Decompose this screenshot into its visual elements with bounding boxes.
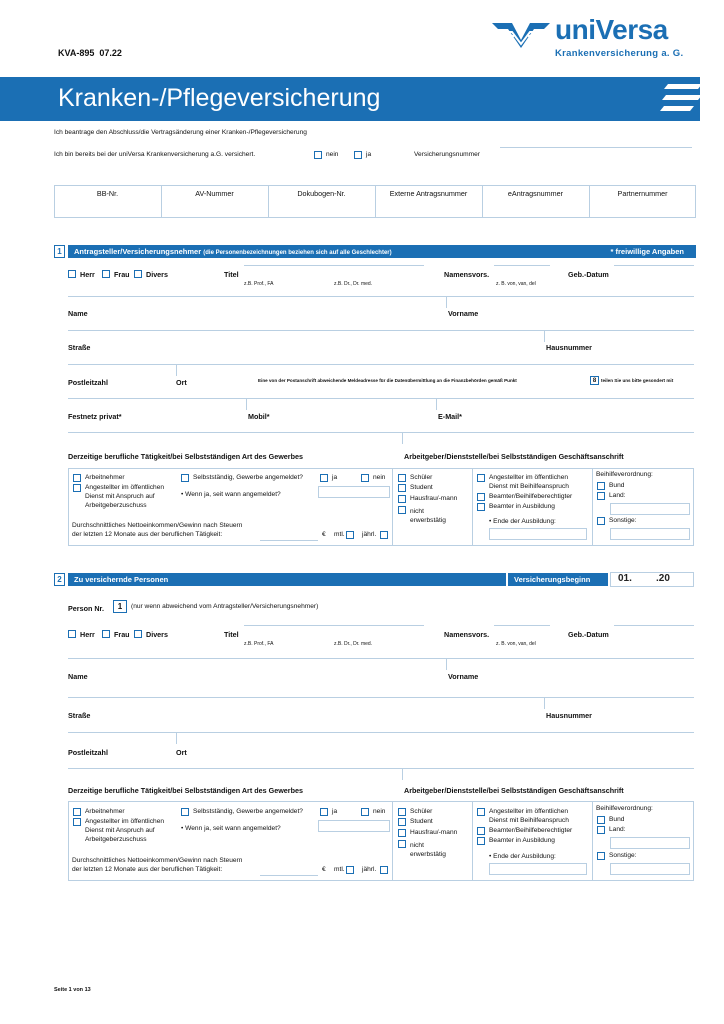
p2-strasse-input[interactable] <box>68 697 694 698</box>
job-line-input[interactable] <box>68 432 694 433</box>
p2-land-checkbox[interactable] <box>597 826 605 834</box>
currency-label: € <box>322 531 326 538</box>
mobil-label: Mobil* <box>248 412 270 421</box>
p2-ort-label: Ort <box>176 748 187 757</box>
p2-angestellter-checkbox[interactable] <box>73 818 81 826</box>
p2-beihilfeverordnung-label: Beihilfeverordnung: <box>596 805 653 812</box>
divers-label: Divers <box>146 270 168 279</box>
herr-label: Herr <box>80 270 95 279</box>
p2-student-checkbox[interactable] <box>398 818 406 826</box>
insured-no-label: nein <box>326 151 339 158</box>
titel-hint1: z.B. Prof., FA <box>244 281 274 287</box>
p2-plz-label: Postleitzahl <box>68 748 108 757</box>
p2-selbst-ja-checkbox[interactable] <box>320 808 328 816</box>
nicht-label1: nicht <box>410 508 424 515</box>
p2-selbst-nein-checkbox[interactable] <box>361 808 369 816</box>
p2-titel-hint1: z.B. Prof., FA <box>244 641 274 647</box>
vorname-label: Vorname <box>448 309 479 318</box>
form-code: KVA-895 07.22 <box>58 48 122 58</box>
begin-year: .20 <box>656 573 670 584</box>
p2-arbeitnehmer-checkbox[interactable] <box>73 808 81 816</box>
angestellter-checkbox[interactable] <box>73 484 81 492</box>
p2-ende-label: • Ende der Ausbildung: <box>489 853 556 860</box>
p2-bund-label: Bund <box>609 816 625 823</box>
p2-titel-label: Titel <box>224 630 239 639</box>
land-checkbox[interactable] <box>597 492 605 500</box>
p2-selbst-checkbox[interactable] <box>181 808 189 816</box>
job-heading-left: Derzeitige berufliche Tätigkeit/bei Selbstständigen Art des Gewerbes <box>68 452 303 461</box>
nicht-label2: erwerbstätig <box>410 517 446 524</box>
section2-title: Zu versichernde Personen <box>74 575 169 584</box>
nicht-checkbox[interactable] <box>398 506 406 514</box>
job-heading-right: Arbeitgeber/Dienststelle/bei Selbstständigen Geschäftsanschrift <box>404 452 624 461</box>
p2-beihilfe-ang-label2: Dienst mit Beihilfeanspruch <box>489 817 569 824</box>
policy-number-input[interactable] <box>500 147 692 148</box>
ende-label: • Ende der Ausbildung: <box>489 518 556 525</box>
eantrag-header: eAntragsnummer <box>507 189 564 198</box>
begin-day: 01. <box>618 573 632 584</box>
p2-arbeitnehmer-label: Arbeitnehmer <box>85 808 125 815</box>
p2-frau-checkbox[interactable] <box>102 630 110 638</box>
section2-header <box>68 573 506 586</box>
p2-land-label: Land: <box>609 826 626 833</box>
begin-label: Versicherungsbeginn <box>514 575 591 584</box>
begin-label-box <box>508 573 608 586</box>
section1-number: 1 <box>54 245 65 258</box>
angestellter-label2: Dienst mit Anspruch auf <box>85 493 155 500</box>
p2-selbst-label: Selbstständig, Gewerbe angemeldet? <box>193 808 303 815</box>
p2-beamter-ausbildung-checkbox[interactable] <box>477 837 485 845</box>
beamter-beihilfe-checkbox[interactable] <box>477 493 485 501</box>
p2-angestellter-label2: Dienst mit Anspruch auf <box>85 827 155 834</box>
beihilfe-ang-label2: Dienst mit Beihilfeanspruch <box>489 483 569 490</box>
p2-seit-input[interactable] <box>318 820 390 832</box>
p2-namensvors-input[interactable] <box>494 625 550 626</box>
section1-header <box>68 245 696 258</box>
email-label: E-Mail* <box>438 412 462 421</box>
mtl-label: mtl. <box>334 531 345 538</box>
p2-schueler-label: Schüler <box>410 808 433 815</box>
schueler-label: Schüler <box>410 474 433 481</box>
p2-namensvors-label: Namensvors. <box>444 630 490 639</box>
p2-herr-label: Herr <box>80 630 95 639</box>
logo-subtitle: Krankenversicherung a. G. <box>555 48 684 59</box>
namensvors-hint: z. B. von, van, del <box>496 281 536 287</box>
titel-hint2: z.B. Dr., Dr. med. <box>334 281 373 287</box>
selbst-nein-checkbox[interactable] <box>361 474 369 482</box>
logo-wordmark: uniVersa <box>555 14 668 45</box>
p2-income-label1: Durchschnittliches Nettoeinkommen/Gewinn nach Steuern <box>72 857 243 864</box>
p2-titel-input[interactable] <box>244 625 424 626</box>
p2-jaehrl-label: jährl. <box>362 866 377 873</box>
p2-hausfrau-label: Hausfrau/-mann <box>410 829 458 836</box>
angestellter-label3: Arbeitgeberzuschuss <box>85 502 147 509</box>
p2-currency-label: € <box>322 866 326 873</box>
p2-namensvors-hint: z. B. von, van, del <box>496 641 536 647</box>
p2-divers-checkbox[interactable] <box>134 630 142 638</box>
income-input[interactable] <box>260 540 318 541</box>
jaehrl-checkbox[interactable] <box>380 531 388 539</box>
optional-note: * freiwillige Angaben <box>610 247 684 256</box>
dokubogen-header: Dokubogen-Nr. <box>297 189 346 198</box>
schueler-checkbox[interactable] <box>398 474 406 482</box>
beihilfe-ang-label1: Angestellter im öffentlichen <box>489 474 569 481</box>
melde-note: Eine von der Postanschrift abweichende Meldeadresse für die Datenübermittlung an die Finanzbehörden gemäß Punkt <box>258 378 517 383</box>
logo-mark-icon <box>490 20 552 50</box>
name-label: Name <box>68 309 88 318</box>
frau-checkbox[interactable] <box>102 270 110 278</box>
plz-label: Postleitzahl <box>68 378 108 387</box>
student-checkbox[interactable] <box>398 484 406 492</box>
sonstige-label: Sonstige: <box>609 517 637 524</box>
titel-input[interactable] <box>244 265 424 266</box>
stripes-icon <box>660 82 702 118</box>
selbst-ja-checkbox[interactable] <box>320 474 328 482</box>
arbeitnehmer-label: Arbeitnehmer <box>85 474 125 481</box>
p2-schueler-checkbox[interactable] <box>398 808 406 816</box>
p2-beihilfe-ang-checkbox[interactable] <box>477 808 485 816</box>
geb-datum-input[interactable] <box>614 265 694 266</box>
hausnummer-label: Hausnummer <box>546 343 592 352</box>
plz-ort-input[interactable] <box>68 364 694 365</box>
p2-jaehrl-checkbox[interactable] <box>380 866 388 874</box>
seit-label: • Wenn ja, seit wann angemeldet? <box>181 491 281 498</box>
p2-job-line-input[interactable] <box>68 768 694 769</box>
student-label: Student <box>410 484 433 491</box>
p2-geb-datum-input[interactable] <box>614 625 694 626</box>
page-number: Seite 1 von 13 <box>54 987 91 993</box>
p2-sonstige-label: Sonstige: <box>609 852 637 859</box>
mtl-checkbox[interactable] <box>346 531 354 539</box>
beamter-ausbildung-label: Beamter in Ausbildung <box>489 503 555 510</box>
p2-mtl-label: mtl. <box>334 866 345 873</box>
p2-selbst-nein-label: nein <box>373 808 386 815</box>
p2-name-label: Name <box>68 672 88 681</box>
p2-ende-input[interactable] <box>489 863 587 875</box>
partner-header: Partnernummer <box>617 189 668 198</box>
income-label1: Durchschnittliches Nettoeinkommen/Gewinn nach Steuern <box>72 522 243 529</box>
hausfrau-checkbox[interactable] <box>398 495 406 503</box>
beihilfeverordnung-label: Beihilfeverordnung: <box>596 471 653 478</box>
section1-note: (die Personenbezeichnungen beziehen sich auf alle Geschlechter) <box>203 250 392 256</box>
selbst-nein-label: nein <box>373 474 386 481</box>
section1-title: Antragsteller/Versicherungsnehmer <box>74 247 202 256</box>
frau-label: Frau <box>114 270 130 279</box>
selbst-label: Selbstständig, Gewerbe angemeldet? <box>193 474 303 481</box>
bb-nr-header: BB-Nr. <box>96 189 119 198</box>
section2-number: 2 <box>54 573 65 586</box>
intro-line1: Ich beantrage den Abschluss/die Vertragsänderung einer Kranken-/Pflegeversicherung <box>54 129 307 136</box>
ende-input[interactable] <box>489 528 587 540</box>
person-label: Person Nr. <box>68 604 104 613</box>
name-input[interactable] <box>68 296 694 297</box>
titel-label: Titel <box>224 270 239 279</box>
p2-divers-label: Divers <box>146 630 168 639</box>
p2-vorname-label: Vorname <box>448 672 479 681</box>
seit-input[interactable] <box>318 486 390 498</box>
p2-name-input[interactable] <box>68 658 694 659</box>
p2-beamter-beihilfe-checkbox[interactable] <box>477 827 485 835</box>
herr-checkbox[interactable] <box>68 270 76 278</box>
p2-frau-label: Frau <box>114 630 130 639</box>
p2-angestellter-label3: Arbeitgeberzuschuss <box>85 836 147 843</box>
bund-checkbox[interactable] <box>597 482 605 490</box>
person-note: (nur wenn abweichend vom Antragsteller/Versicherungsnehmer) <box>131 603 319 610</box>
sonstige-checkbox[interactable] <box>597 517 605 525</box>
insured-yes-label: ja <box>366 151 372 158</box>
ort-label: Ort <box>176 378 187 387</box>
selbst-checkbox[interactable] <box>181 474 189 482</box>
beihilfe-ang-checkbox[interactable] <box>477 474 485 482</box>
p2-beamter-ausbildung-label: Beamter in Ausbildung <box>489 837 555 844</box>
contact-input[interactable] <box>68 398 694 399</box>
p2-income-input[interactable] <box>260 875 318 876</box>
p2-nicht-label2: erwerbstätig <box>410 851 446 858</box>
divers-checkbox[interactable] <box>134 270 142 278</box>
p2-job-heading-right: Arbeitgeber/Dienststelle/bei Selbstständigen Geschäftsanschrift <box>404 786 624 795</box>
jaehrl-label: jährl. <box>362 531 377 538</box>
p2-job-heading-left: Derzeitige berufliche Tätigkeit/bei Selbstständigen Art des Gewerbes <box>68 786 303 795</box>
title-banner <box>0 77 700 121</box>
insured-yes-checkbox[interactable] <box>354 151 362 159</box>
hausfrau-label: Hausfrau/-mann <box>410 495 458 502</box>
bund-label: Bund <box>609 482 625 489</box>
p2-hausnummer-label: Hausnummer <box>546 711 592 720</box>
p2-seit-label: • Wenn ja, seit wann angemeldet? <box>181 825 281 832</box>
angestellter-label1: Angestellter im öffentlichen <box>85 484 165 491</box>
geb-datum-label: Geb.-Datum <box>568 270 609 279</box>
sonstige-input[interactable] <box>610 528 690 540</box>
p2-titel-hint2: z.B. Dr., Dr. med. <box>334 641 373 647</box>
p2-beamter-beihilfe-label: Beamter/Beihilfeberechtigter <box>489 827 573 834</box>
p2-strasse-label: Straße <box>68 711 91 720</box>
income-label2: der letzten 12 Monate aus der beruflichen Tätigkeit: <box>72 531 223 538</box>
beamter-ausbildung-checkbox[interactable] <box>477 503 485 511</box>
person-number[interactable]: 1 <box>113 600 127 613</box>
p2-angestellter-label1: Angestellter im öffentlichen <box>85 818 165 825</box>
policy-number-label: Versicherungsnummer <box>414 151 480 158</box>
melde-note2: teilen Sie uns bitte gesondert mit <box>601 378 674 383</box>
extern-antrag-header: Externe Antragsnummer <box>389 189 468 198</box>
strasse-label: Straße <box>68 343 91 352</box>
p2-student-label: Student <box>410 818 433 825</box>
p2-sonstige-input[interactable] <box>610 863 690 875</box>
p2-land-input[interactable] <box>610 837 690 849</box>
p2-hausfrau-checkbox[interactable] <box>398 829 406 837</box>
p2-plz-ort-input[interactable] <box>68 732 694 733</box>
p2-mtl-checkbox[interactable] <box>346 866 354 874</box>
strasse-input[interactable] <box>68 330 694 331</box>
insured-no-checkbox[interactable] <box>314 151 322 159</box>
namensvors-input[interactable] <box>494 265 550 266</box>
arbeitnehmer-checkbox[interactable] <box>73 474 81 482</box>
melde-point: 8 <box>590 376 599 385</box>
universa-logo <box>490 20 552 52</box>
p2-geb-datum-label: Geb.-Datum <box>568 630 609 639</box>
selbst-ja-label: ja <box>332 474 338 481</box>
p2-bund-checkbox[interactable] <box>597 816 605 824</box>
festnetz-label: Festnetz privat* <box>68 412 122 421</box>
land-label: Land: <box>609 492 626 499</box>
intro-line2: Ich bin bereits bei der uniVersa Krankenversicherung a.G. versichert. <box>54 151 256 158</box>
p2-nicht-label1: nicht <box>410 842 424 849</box>
p2-income-label2: der letzten 12 Monate aus der beruflichen Tätigkeit: <box>72 866 223 873</box>
namensvors-label: Namensvors. <box>444 270 490 279</box>
p2-selbst-ja-label: ja <box>332 808 338 815</box>
av-nummer-header: AV-Nummer <box>195 189 234 198</box>
p2-sonstige-checkbox[interactable] <box>597 852 605 860</box>
p2-herr-checkbox[interactable] <box>68 630 76 638</box>
p2-beihilfe-ang-label1: Angestellter im öffentlichen <box>489 808 569 815</box>
page-title: Kranken-/Pflegeversicherung <box>58 84 381 112</box>
beamter-beihilfe-label: Beamter/Beihilfeberechtigter <box>489 493 573 500</box>
land-input[interactable] <box>610 503 690 515</box>
p2-nicht-checkbox[interactable] <box>398 840 406 848</box>
